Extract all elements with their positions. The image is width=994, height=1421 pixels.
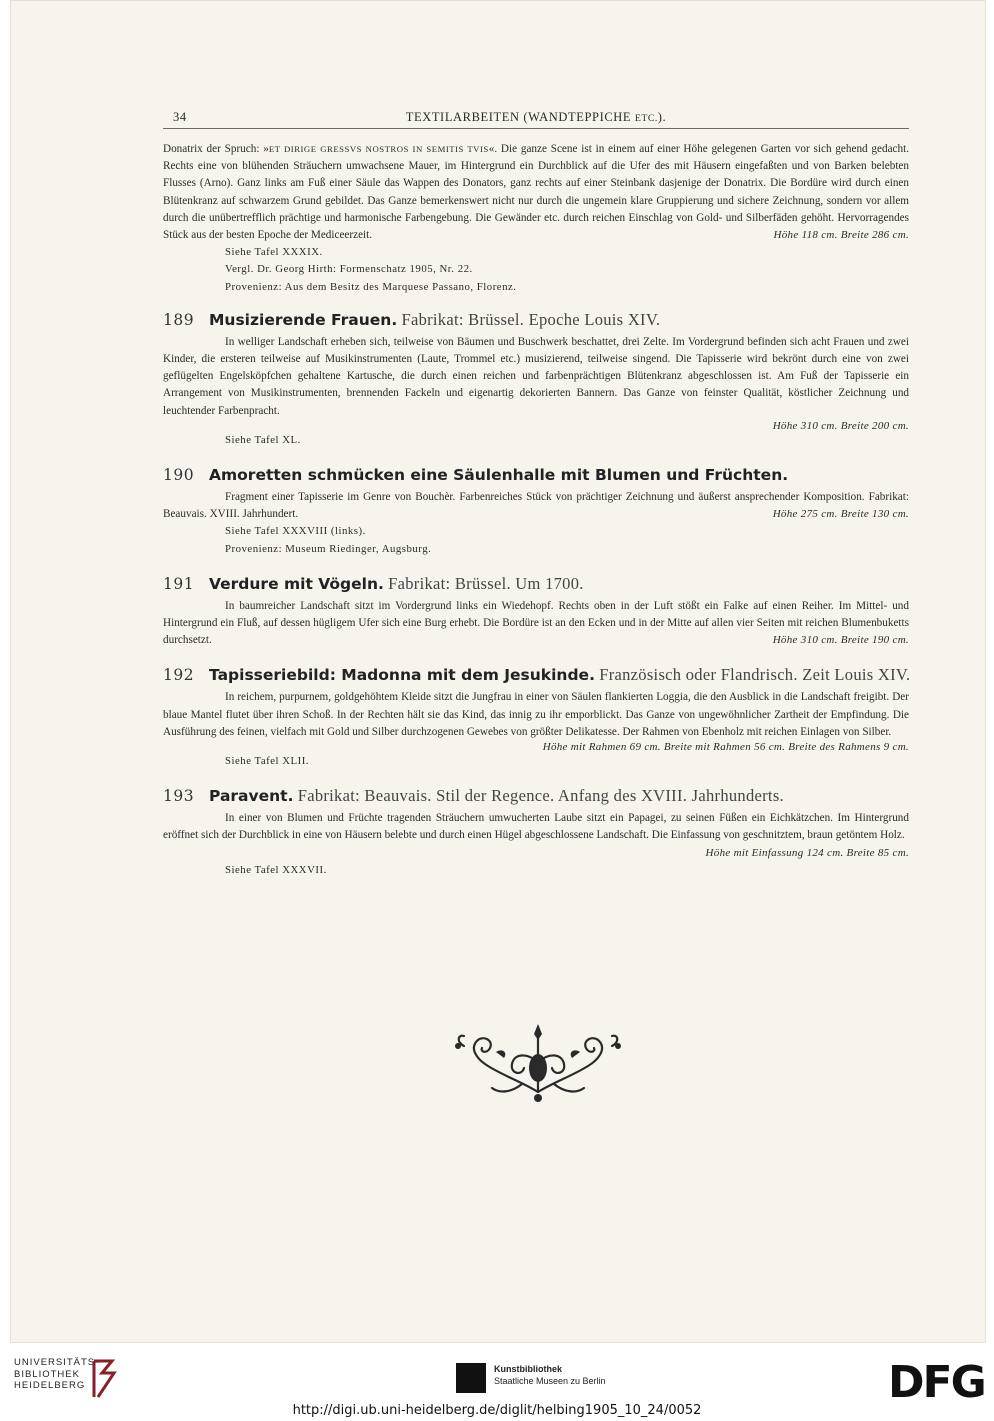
entry-title: Musizierende Frauen. [209,310,398,329]
dfg-logo: DFG [888,1357,985,1408]
entry-heading [163,574,909,594]
entry-number: 189 [163,310,195,329]
page-content [163,108,909,879]
source-url[interactable]: http://digi.ub.uni-heidelberg.de/diglit/helbing1905_10_24/0052 [292,1403,702,1418]
entry-title: Verdure mit Vögeln. [209,574,384,593]
dimensions: Höhe mit Einfassung 124 cm. Breite 85 cm. [705,846,909,859]
entry-number: 192 [163,666,195,685]
motto: ET DIRIGE GRESSVS NOSTROS IN SEMITIS TVIS [268,144,489,154]
entry-text: Fragment einer Tapisserie im Genre von Bouchèr. Farbenreiches Stück von prächtiger Zeichnung und äußerst ansprechender Komposition. Fabrikat: Beauvais. XVIII. Jahrhundert. Höhe 275 cm. Breite 130 cm. [163,489,909,523]
entry-text: In baumreicher Landschaft sitzt im Vordergrund links ein Wiedehopf. Rechts oben in der Luft stößt ein Falke auf einen Reiher. Im Mittel- und Hintergrund ein Fluß, auf dessen hügligem Ufer sich eine Burg erhebt. Die Bordüre ist an den Ecken und in der Mitte auf allen vier Seiten mit reichen Blumenbuketts durchsetzt. Höhe 310 cm. Breite 190 cm. [163,598,909,650]
entry-text: In welliger Landschaft erheben sich, teilweise von Bäumen und Buschwerk beschattet, drei Zelte. Im Vordergrund befinden sich acht Frauen und zwei Kinder, die ersteren teilweise auf Musikinstrumenten (Laute, Trommel etc.) musizierend, teilweise singend. Die Tapisserie wird bekrönt durch eine von zwei geflügelten Engelsköpfchen gehaltene Kartusche, die durch einen reichen und farbenprächtigen Blütenkranz abgeschlossen ist. Am Fuß der Tapisserie ein Arrangement von Musikinstrumenten, brennenden Fackeln und eigenartig dekorierten Bannern. Das Ganze von feinster Qualität, köstlicher Zeichnung und leuchtender Farbenpracht. [163,335,909,417]
university-mark-icon [90,1357,120,1401]
kunstbibliothek-logo-icon [456,1363,486,1393]
entry-heading [163,786,909,806]
intro-paragraph: Donatrix der Spruch: »ET DIRIGE GRESSVS NOSTROS IN SEMITIS TVIS«. Die ganze Scene ist in einem auf einer Höhe gelegenen Garten vor sich gehend gedacht. Rechts eine von blühenden Sträuchern umwachsene Mauer, im Hintergrund ein Durchblick auf die Ufer des mit Häusern eingefaßten und von Barken belebten Flusses (Arno). Ganz links am Fuß einer Säule das Wappen des Donators, ganz rechts auf einer Steinbank dasjenige der Donatrix. Die Bordüre wird durch einen Blütenkranz auf schwarzem Grund gebildet. Das Ganze bemerkenswert nicht nur durch die ungemein klare Gruppierung und sichere Zeichnung, sondern vor allem durch die unübertrefflich prächtige und harmonische Farbengebung. Die Gewänder etc. durch reichen Einschlag von Gold- und Silberfäden gehöht. Hervorragendes Stück aus der besten Epoche der Mediceerzeit. Höhe 118 cm. Breite 286 cm. [163,141,909,244]
footer [0,1343,994,1421]
entry-title: Tapisseriebild: Madonna mit dem Jesukinde. [209,666,595,685]
note: Vergl. Dr. Georg Hirth: Formenschatz 1905, Nr. 22. [225,263,473,276]
entry-heading [163,665,909,685]
running-title: TEXTILARBEITEN (WANDTEPPICHE ETC.). [405,110,667,124]
entry-heading [163,465,909,485]
entry-subtitle: Fabrikat: Brüssel. Epoche Louis XIV. [401,309,661,329]
dimensions: Höhe mit Rahmen 69 cm. Breite mit Rahmen 56 cm. Breite des Rahmens 9 cm. [542,741,909,754]
dimensions: Höhe 310 cm. Breite 200 cm. [772,419,909,432]
entry-text: In reichem, purpurnem, goldgehöhtem Kleide sitzt die Jungfrau in einer von Säulen flankierten Loggia, die den Ausblick in die Landschaft freigibt. Der blaue Mantel flutet über ihren Schoß. In der Rechten hält sie das Kind, das innig zu ihr emporblickt. Das Ganze von ungewöhnlicher Zartheit der Empfindung. Die Ausführung des feinen, vielfach mit Gold und Silber durchzogenen Gewebes von größter Delikatesse. Der Rahmen von Ebenholz mit reichen Einlagen von Silber. [163,691,909,738]
ornament-icon [452,1022,624,1104]
note: Siehe Tafel XXXIX. [225,246,323,259]
entry-text: In einer von Blumen und Früchte tragenden Sträuchern umwucherten Laube sitzt ein Papagei, zu seinen Füßen ein Eichkätzchen. Im Hintergrund eröffnet sich der Durchblick in eine von Häusern belebte und durch einen Hügel abgeschlossene Landschaft. Die Einfassung von geschnitztem, braun getöntem Holz. Höhe mit Einfassung 124 cm. Breite 85 cm. [163,810,909,844]
note: Siehe Tafel XXXVII. [225,863,327,876]
entry-heading [163,310,909,330]
note: Siehe Tafel XXXVIII (links). [225,525,366,538]
entry-subtitle: Französisch oder Flandrisch. Zeit Louis XIV. [599,665,911,685]
entry-subtitle: Fabrikat: Beauvais. Stil der Regence. Anfang des XVIII. Jahrhunderts. [297,786,784,806]
university-logo: UNIVERSITÄTS- BIBLIOTHEK HEIDELBERG [14,1357,100,1391]
entry-number: 193 [163,787,195,806]
dimensions: Höhe 118 cm. Breite 286 cm. [773,229,909,242]
running-head [163,108,909,129]
note: Provenienz: Museum Riedinger, Augsburg. [225,542,432,555]
note: Siehe Tafel XL. [225,433,301,446]
note: Siehe Tafel XLII. [225,755,309,768]
entry-subtitle: Fabrikat: Brüssel. Um 1700. [388,573,584,593]
dimensions: Höhe 275 cm. Breite 130 cm. [772,508,909,521]
kunstbibliothek-label: Kunstbibliothek Staatliche Museen zu Berlin [494,1364,606,1386]
page-number: 34 [173,110,187,124]
entry-number: 191 [163,574,195,593]
entry-title: Amoretten schmücken eine Säulenhalle mit Blumen und Früchten. [209,466,789,485]
note: Provenienz: Aus dem Besitz des Marquese Passano, Florenz. [225,280,517,293]
entry-number: 190 [163,466,195,485]
dimensions: Höhe 310 cm. Breite 190 cm. [772,634,909,647]
entry-title: Paravent. [209,787,294,806]
